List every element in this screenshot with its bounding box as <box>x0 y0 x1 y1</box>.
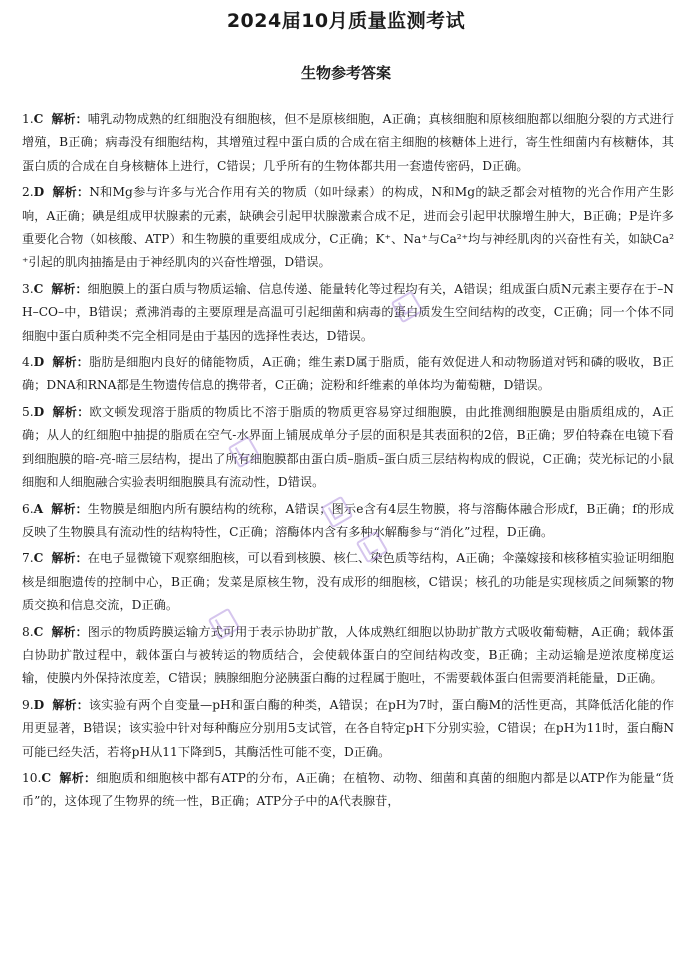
answer-key: C <box>33 112 44 126</box>
analysis-text: 在电子显微镜下观察细胞核，可以看到核膜、核仁、染色质等结构，A正确；伞藻嫁接和核移植实验证明细胞核是细胞遗传的控制中心，B正确；发菜是原核生物，没有成形的细胞核，C错误；核孔的功能是实现核质之间频繁的物质交换和信息交流，D正确。 <box>22 551 674 613</box>
analysis-text: 生物膜是细胞内所有膜结构的统称，A错误；图示e含有4层生物膜，将与溶酶体融合形成f，B正确；f的形成反映了生物膜具有流动性的结构特性，C正确；溶酶体内含有多种水解酶参与“消化”过程，D正确。 <box>22 501 674 539</box>
analysis-text: 图示的物质跨膜运输方式可用于表示协助扩散，人体成熟红细胞以协助扩散方式吸收葡萄糖，A正确；载体蛋白协助扩散过程中，载体蛋白与被转运的物质结合，会使载体蛋白的空间结构改变，B正确；主动运输是逆浓度梯度运输，使膜内外保持浓度差，C错误；胰腺细胞分泌胰蛋白酶的过程属于胞吐，不需要载体蛋白但需要消耗能量，D正确。 <box>22 624 674 686</box>
analysis-text: 细胞质和细胞核中都有ATP的分布，A正确；在植物、动物、细菌和真菌的细胞内都是以ATP作为能量“货币”的，这体现了生物界的统一性，B正确；ATP分子中的A代表腺苷， <box>22 770 674 809</box>
answer-key: D <box>33 355 45 370</box>
answer-item-2 <box>22 181 674 275</box>
answer-key: A <box>33 501 44 516</box>
analysis-label: 解析： <box>52 355 89 370</box>
analysis-text: N和Mg参与许多与光合作用有关的物质（如叶绿素）的构成，N和Mg的缺乏都会对植物的光合作用产生影响，A正确；碘是组成甲状腺素的元素，缺碘会引起甲状腺激素合成不足，进而会引起甲状腺增生肿大，B正确；P是许多重要化合物（如核酸、ATP）和生物膜的重要组成成分，C正确；K⁺、Na⁺与Ca²⁺均与神经肌肉的兴奋性有关，如缺Ca²⁺引起的肌肉抽搐是由于神经肌肉的兴奋性增强，D错误。 <box>22 185 674 270</box>
answer-key: D <box>33 697 45 712</box>
answer-subtitle: 生物参考答案 <box>300 64 391 82</box>
analysis-label: 解析： <box>51 551 88 566</box>
analysis-label: 解析： <box>51 501 88 516</box>
answer-key: D <box>33 185 45 200</box>
exam-title: 2024届10月质量监测考试 <box>226 10 466 32</box>
item-number: 8. <box>22 624 34 639</box>
item-number: 1. <box>22 112 34 126</box>
answer-item-1 <box>22 108 674 178</box>
item-number: 9. <box>22 697 34 712</box>
answer-item-3 <box>22 278 674 348</box>
answer-list <box>22 108 674 817</box>
analysis-text: 细胞膜上的蛋白质与物质运输、信息传递、能量转化等过程均有关，A错误；组成蛋白质N元素主要存在于–NH–CO–中，B错误；煮沸消毒的主要原理是高温可引起细菌和病毒的蛋白质发生空间结构的改变，C正确；同一个体不同细胞中蛋白质种类不完全相同是由于基因的选择性表达，D错误。 <box>22 281 674 343</box>
answer-item-9 <box>22 694 674 764</box>
item-number: 3. <box>22 281 34 296</box>
item-number: 2. <box>22 185 34 200</box>
answer-item-6 <box>22 498 674 545</box>
answer-key: D <box>33 404 45 419</box>
item-number: 6. <box>22 501 34 516</box>
answer-item-4 <box>22 351 674 398</box>
answer-key: C <box>41 770 52 785</box>
analysis-text: 哺乳动物成熟的红细胞没有细胞核，但不是原核细胞，A正确；真核细胞和原核细胞都以细胞分裂的方式进行增殖，B正确；病毒没有细胞结构，其增殖过程中蛋白质的合成在宿主细胞的核糖体上进行，寄生性细菌内有核糖体，其蛋白质的合成在自身核糖体上进行，C错误；几乎所有的生物体都共用一套遗传密码，D正确。 <box>22 112 674 173</box>
answer-key: C <box>33 281 44 296</box>
item-number: 5. <box>22 404 34 419</box>
analysis-text: 该实验有两个自变量—pH和蛋白酶的种类，A错误；在pH为7时，蛋白酶M的活性更高，其降低活化能的作用更显著，B错误；该实验中针对每种酶应分别用5支试管，在各自特定pH下分别实验，C错误；在pH为11时，蛋白酶N可能已经失活，若将pH从11下降到5，其酶活性可能不变，D正确。 <box>22 697 674 759</box>
item-number: 4. <box>22 355 34 370</box>
item-number: 7. <box>22 551 34 566</box>
answer-key: C <box>33 551 44 566</box>
analysis-label: 解析： <box>51 112 88 126</box>
answer-item-7 <box>22 547 674 617</box>
analysis-label: 解析： <box>52 697 89 712</box>
analysis-label: 解析： <box>51 624 88 639</box>
analysis-label: 解析： <box>52 185 90 200</box>
analysis-text: 欧文顿发现溶于脂质的物质比不溶于脂质的物质更容易穿过细胞膜，由此推测细胞膜是由脂质组成的，A正确；从人的红细胞中抽提的脂质在空气-水界面上铺展成单分子层的面积是其表面积的2倍，B正确；罗伯特森在电镜下看到细胞膜的暗-亮-暗三层结构，提出了所有细胞膜都由蛋白质–脂质–蛋白质三层结构构成的假说，C正确；荧光标记的小鼠细胞和人细胞融合实验表明细胞膜具有流动性，D错误。 <box>22 404 674 490</box>
analysis-text: 脂肪是细胞内良好的储能物质，A正确；维生素D属于脂质，能有效促进人和动物肠道对钙和磷的吸收，B正确；DNA和RNA都是生物遗传信息的携带者，C正确；淀粉和纤维素的单体均为葡萄糖，D错误。 <box>22 355 674 393</box>
answer-item-8 <box>22 621 674 691</box>
analysis-label: 解析： <box>52 404 90 419</box>
answer-item-5 <box>22 401 674 495</box>
answer-key: C <box>33 624 44 639</box>
item-number: 10. <box>22 770 42 785</box>
answer-item-10 <box>22 767 674 814</box>
analysis-label: 解析： <box>51 281 88 296</box>
analysis-label: 解析： <box>59 770 97 785</box>
